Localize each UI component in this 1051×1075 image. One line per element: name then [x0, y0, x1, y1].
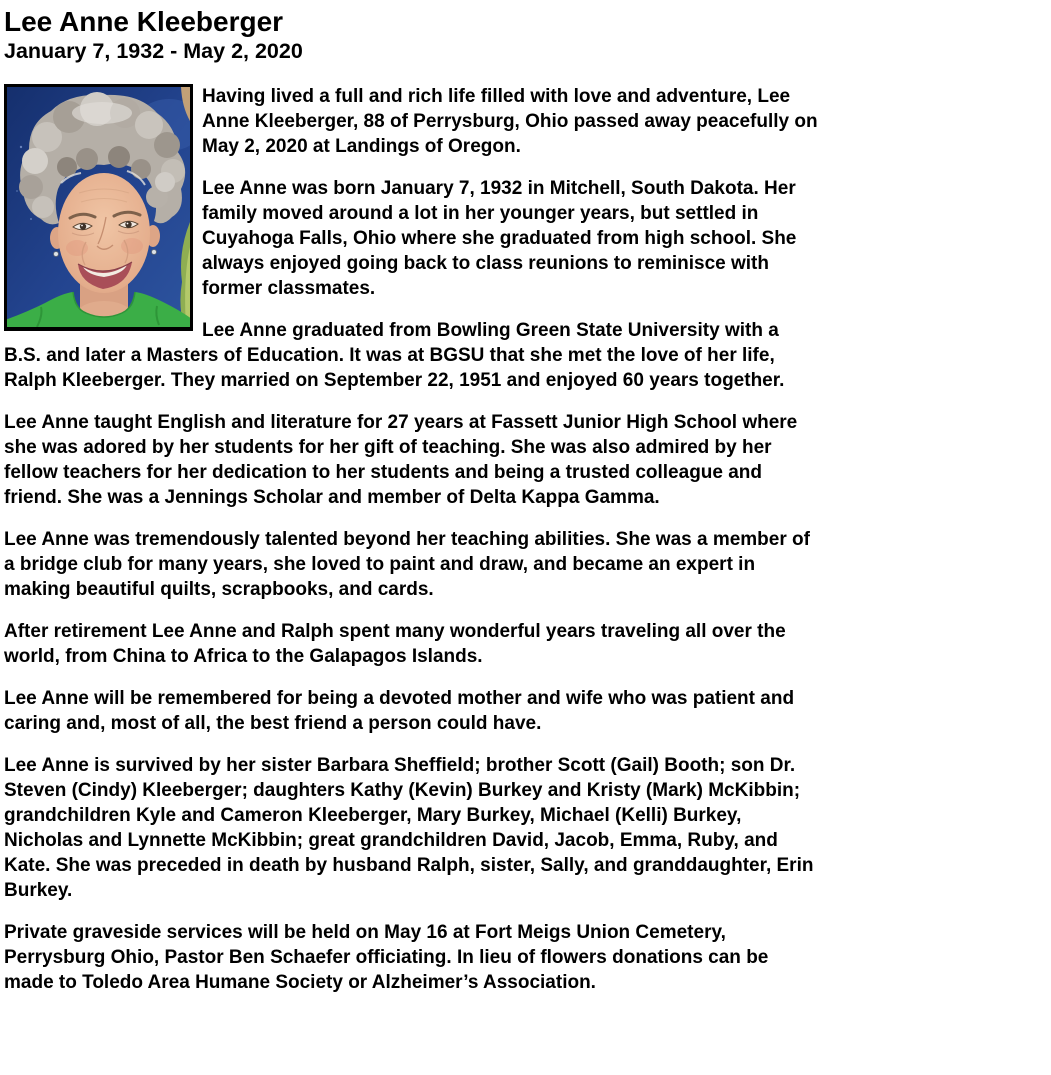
portrait-photo	[4, 84, 193, 331]
obituary-paragraph: Private graveside services will be held on May 16 at Fort Meigs Union Cemetery, Perrysburg Ohio, Pastor Ben Schaefer officiating. In lieu of flowers donations can be made to Toledo Area Humane Society or Alzheimer’s Association.	[4, 922, 769, 993]
obituary-paragraph: Having lived a full and rich life filled with love and adventure, Lee Anne Kleeberger, 88 of Perrysburg, Ohio passed away peacefully on May 2, 2020 at Landings of Oregon.	[202, 86, 818, 157]
obituary-paragraph: After retirement Lee Anne and Ralph spent many wonderful years traveling all over the world, from China to Africa to the Galapagos Islands.	[4, 621, 786, 667]
obituary-paragraph: Lee Anne was born January 7, 1932 in Mitchell, South Dakota. Her family moved around a lot in her younger years, but settled in Cuyahoga Falls, Ohio where she graduated from high school. She always enjoyed going back to class reunions to reminisce with former classmates.	[202, 178, 797, 299]
obituary-paragraph: Lee Anne graduated from Bowling Green State University with a B.S. and later a Masters of Education. It was at BGSU that she met the love of her life, Ralph Kleeberger. They married on September 22, 1951 and enjoyed 60 years together.	[4, 320, 785, 391]
obituary-paragraph: Lee Anne is survived by her sister Barbara Sheffield; brother Scott (Gail) Booth; son Dr. Steven (Cindy) Kleeberger; daughters Kathy (Kevin) Burkey and Kristy (Mark) McKibbin; grandchildren Kyle and Cameron Kleeberger, Mary Burkey, Michael (Kelli) Burkey, Nicholas and Lynnette McKibbin; great grandchildren David, Jacob, Emma, Ruby, and Kate. She was preceded in death by husband Ralph, sister, Sally, and granddaughter, Erin Burkey.	[4, 755, 814, 901]
obituary-paragraph: Lee Anne will be remembered for being a devoted mother and wife who was patient and caring and, most of all, the best friend a person could have.	[4, 688, 795, 734]
portrait-illustration	[7, 87, 190, 327]
obituary-paragraph: Lee Anne taught English and literature for 27 years at Fassett Junior High School where she was adored by her students for her gift of teaching. She was also admired by her fellow teachers for her dedication to her students and being a trusted colleague and friend. She was a Jennings Scholar and member of Delta Kappa Gamma.	[4, 412, 798, 508]
page-title: Lee Anne Kleeberger	[4, 6, 284, 37]
obituary-body	[4, 84, 818, 995]
obituary-paragraph: Lee Anne was tremendously talented beyond her teaching abilities. She was a member of a bridge club for many years, she loved to paint and draw, and became an expert in making beautiful quilts, scrapbooks, and cards.	[4, 529, 810, 600]
life-dates: January 7, 1932 - May 2, 2020	[4, 39, 303, 63]
